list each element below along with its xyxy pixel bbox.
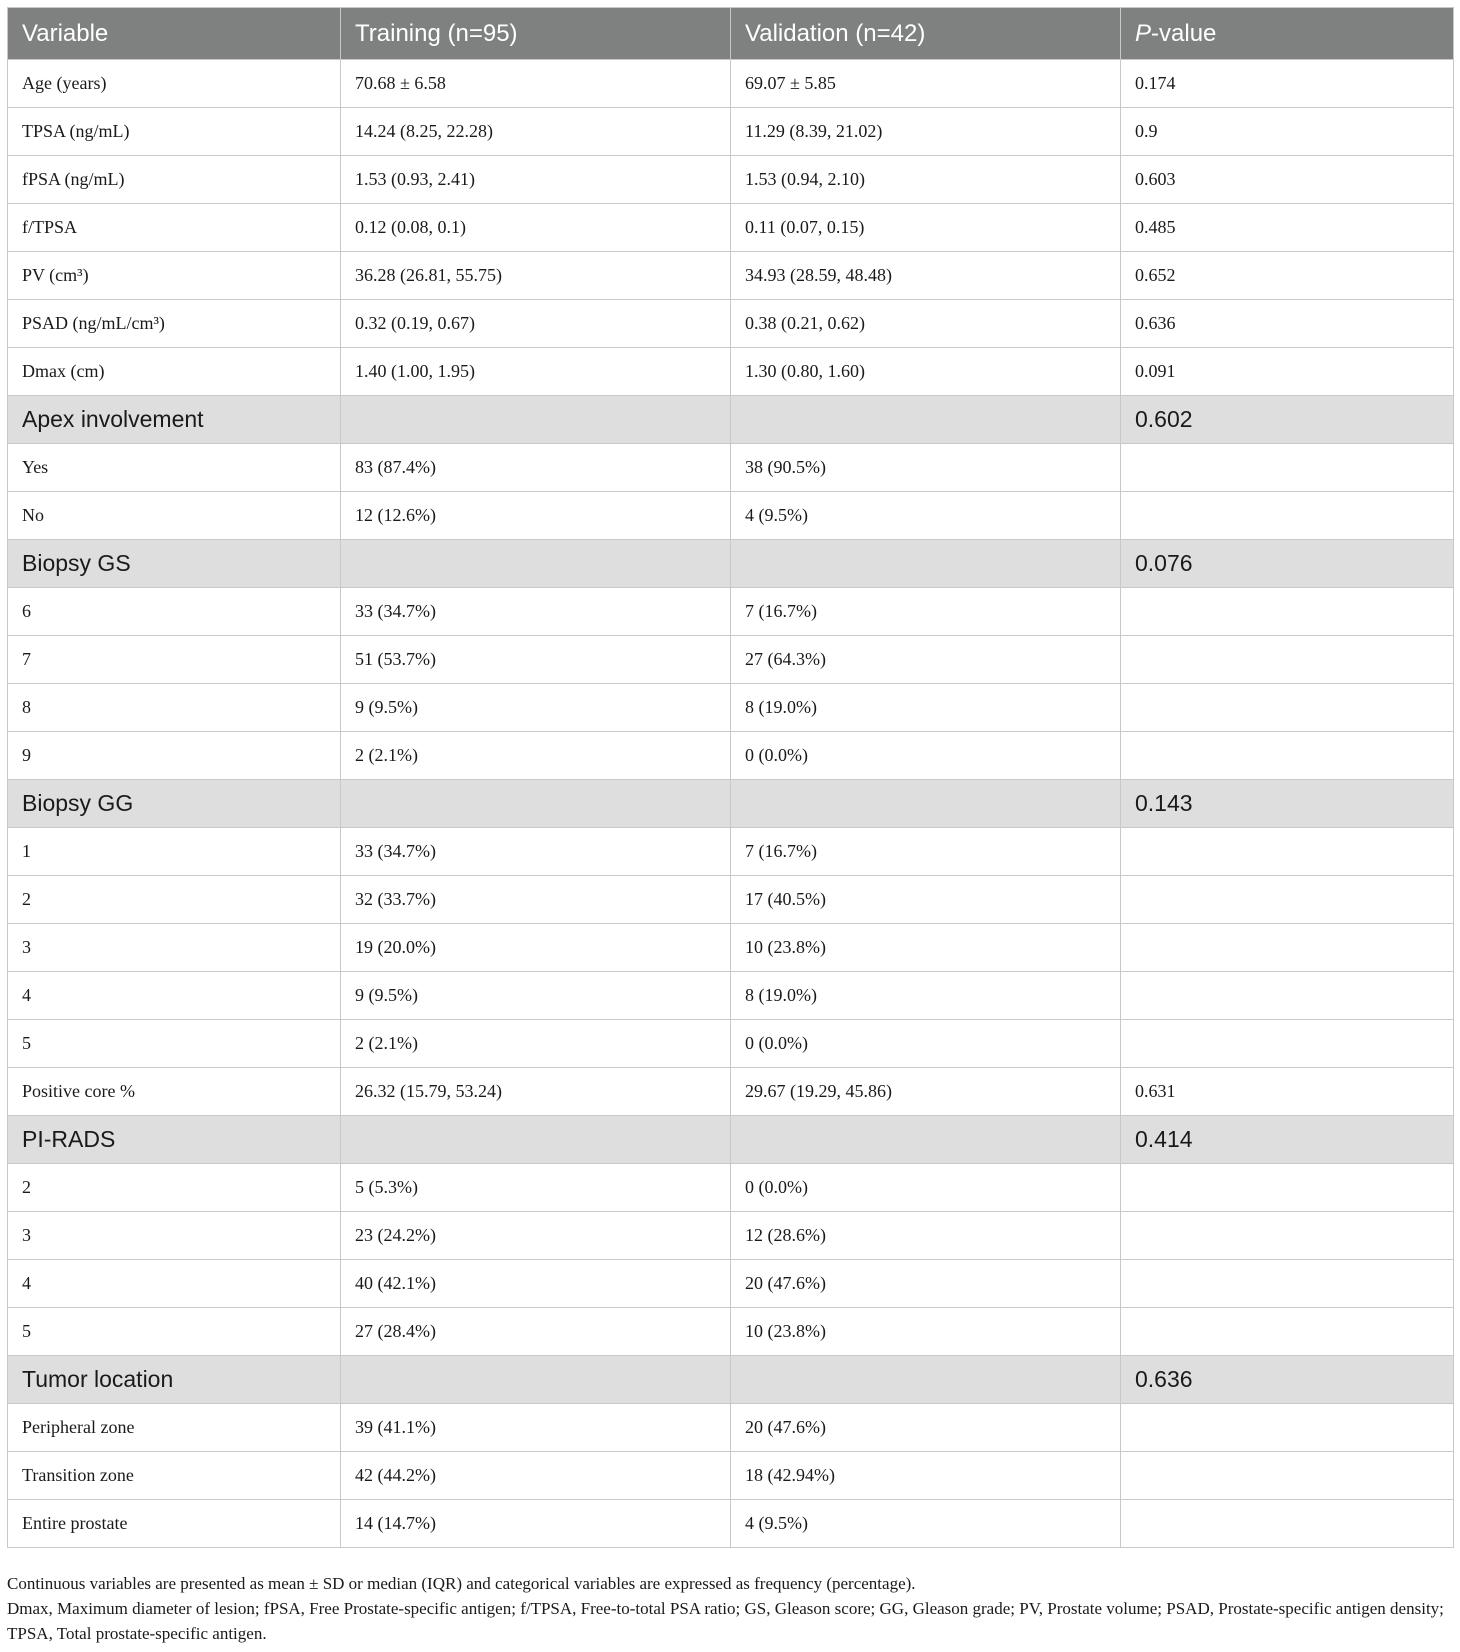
table-row [8, 156, 1454, 204]
table-row [8, 108, 1454, 156]
cell-validation: 29.67 (19.29, 45.86) [731, 1068, 1121, 1116]
cell-validation: 4 (9.5%) [731, 492, 1121, 540]
cell-training: 40 (42.1%) [341, 1260, 731, 1308]
cell-variable: 1 [8, 828, 341, 876]
cell-validation: 10 (23.8%) [731, 924, 1121, 972]
table-row [8, 492, 1454, 540]
section-row [8, 780, 1454, 828]
cell-validation: 20 (47.6%) [731, 1404, 1121, 1452]
header-p-suffix: -value [1151, 19, 1217, 47]
cell-validation: 27 (64.3%) [731, 636, 1121, 684]
cell-p-value [1121, 1308, 1454, 1356]
cell-validation: 12 (28.6%) [731, 1212, 1121, 1260]
header-row [8, 8, 1454, 60]
cell-training: 39 (41.1%) [341, 1404, 731, 1452]
section-row [8, 396, 1454, 444]
table-row [8, 60, 1454, 108]
cell-validation: 4 (9.5%) [731, 1500, 1121, 1548]
table-row [8, 828, 1454, 876]
cell-training: 36.28 (26.81, 55.75) [341, 252, 731, 300]
cell-p-value: 0.652 [1121, 252, 1454, 300]
cell-variable: TPSA (ng/mL) [8, 108, 341, 156]
cell-p-value [1121, 1404, 1454, 1452]
table-row [8, 732, 1454, 780]
cell-variable: 2 [8, 1164, 341, 1212]
cell-variable: Positive core % [8, 1068, 341, 1116]
cell-training: 5 (5.3%) [341, 1164, 731, 1212]
cell-training: 32 (33.7%) [341, 876, 731, 924]
cell-training [341, 1116, 731, 1164]
cell-training: 83 (87.4%) [341, 444, 731, 492]
cell-p-value [1121, 588, 1454, 636]
cell-variable: PI-RADS [8, 1116, 341, 1164]
table-row [8, 1020, 1454, 1068]
cell-p-value: 0.076 [1121, 540, 1454, 588]
cell-training: 12 (12.6%) [341, 492, 731, 540]
footnote: Dmax, Maximum diameter of lesion; fPSA, Free Prostate-specific antigen; f/TPSA, Free-to-total PSA ratio; GS, Gleason score; GG, Gleason grade; PV, Prostate volume; PSAD, Prostate-specific antigen density; TPSA, Total prostate-specific antigen. [7, 1599, 1444, 1643]
table-row [8, 300, 1454, 348]
cell-validation: 1.53 (0.94, 2.10) [731, 156, 1121, 204]
cell-training: 33 (34.7%) [341, 588, 731, 636]
table-row [8, 876, 1454, 924]
cell-p-value: 0.485 [1121, 204, 1454, 252]
cell-variable: 6 [8, 588, 341, 636]
cell-training [341, 780, 731, 828]
cell-p-value: 0.143 [1121, 780, 1454, 828]
cell-training: 33 (34.7%) [341, 828, 731, 876]
baseline-characteristics-table [7, 7, 1454, 1548]
cell-p-value [1121, 1260, 1454, 1308]
table-row [8, 1212, 1454, 1260]
table-row [8, 1260, 1454, 1308]
cell-validation: 18 (42.94%) [731, 1452, 1121, 1500]
cell-variable: Dmax (cm) [8, 348, 341, 396]
cell-p-value [1121, 1452, 1454, 1500]
cell-p-value [1121, 444, 1454, 492]
table-row [8, 444, 1454, 492]
cell-p-value: 0.603 [1121, 156, 1454, 204]
cell-training [341, 1356, 731, 1404]
cell-training: 0.32 (0.19, 0.67) [341, 300, 731, 348]
table-row [8, 684, 1454, 732]
cell-training: 2 (2.1%) [341, 732, 731, 780]
footnote: Continuous variables are presented as mean ± SD or median (IQR) and categorical variables are expressed as frequency (percentage). [7, 1574, 916, 1593]
cell-variable: Apex involvement [8, 396, 341, 444]
cell-p-value: 0.602 [1121, 396, 1454, 444]
cell-validation: 69.07 ± 5.85 [731, 60, 1121, 108]
cell-p-value: 0.9 [1121, 108, 1454, 156]
cell-p-value: 0.636 [1121, 300, 1454, 348]
cell-training: 23 (24.2%) [341, 1212, 731, 1260]
cell-variable: Entire prostate [8, 1500, 341, 1548]
cell-p-value [1121, 924, 1454, 972]
cell-training: 14.24 (8.25, 22.28) [341, 108, 731, 156]
cell-variable: f/TPSA [8, 204, 341, 252]
header-training: Training (n=95) [341, 8, 731, 60]
cell-variable: 9 [8, 732, 341, 780]
cell-validation: 0.11 (0.07, 0.15) [731, 204, 1121, 252]
cell-variable: 5 [8, 1020, 341, 1068]
cell-variable: 3 [8, 924, 341, 972]
cell-validation: 0 (0.0%) [731, 1020, 1121, 1068]
header-validation: Validation (n=42) [731, 8, 1121, 60]
cell-variable: 7 [8, 636, 341, 684]
cell-variable: PSAD (ng/mL/cm³) [8, 300, 341, 348]
cell-variable: Biopsy GG [8, 780, 341, 828]
cell-validation: 7 (16.7%) [731, 828, 1121, 876]
header-p-letter: P [1135, 19, 1152, 47]
cell-training: 19 (20.0%) [341, 924, 731, 972]
cell-validation: 38 (90.5%) [731, 444, 1121, 492]
cell-validation: 10 (23.8%) [731, 1308, 1121, 1356]
cell-variable: 4 [8, 972, 341, 1020]
cell-variable: PV (cm³) [8, 252, 341, 300]
table-row [8, 1404, 1454, 1452]
cell-training: 1.53 (0.93, 2.41) [341, 156, 731, 204]
table-container [7, 7, 1453, 1548]
table-row [8, 1068, 1454, 1116]
cell-p-value [1121, 1164, 1454, 1212]
cell-p-value [1121, 684, 1454, 732]
cell-variable: Peripheral zone [8, 1404, 341, 1452]
cell-variable: No [8, 492, 341, 540]
cell-p-value [1121, 1020, 1454, 1068]
cell-variable: Tumor location [8, 1356, 341, 1404]
table-row [8, 636, 1454, 684]
cell-training: 51 (53.7%) [341, 636, 731, 684]
cell-validation: 7 (16.7%) [731, 588, 1121, 636]
table-row [8, 1164, 1454, 1212]
cell-validation [731, 1356, 1121, 1404]
section-row [8, 1116, 1454, 1164]
table-row [8, 588, 1454, 636]
cell-validation: 20 (47.6%) [731, 1260, 1121, 1308]
cell-training [341, 540, 731, 588]
cell-variable: Yes [8, 444, 341, 492]
cell-validation: 0 (0.0%) [731, 732, 1121, 780]
cell-p-value: 0.091 [1121, 348, 1454, 396]
cell-p-value [1121, 1212, 1454, 1260]
section-row [8, 1356, 1454, 1404]
cell-variable: 2 [8, 876, 341, 924]
cell-p-value: 0.414 [1121, 1116, 1454, 1164]
header-p-value [1121, 8, 1454, 60]
cell-training: 1.40 (1.00, 1.95) [341, 348, 731, 396]
cell-p-value [1121, 492, 1454, 540]
cell-training: 26.32 (15.79, 53.24) [341, 1068, 731, 1116]
table-row [8, 1452, 1454, 1500]
cell-validation [731, 780, 1121, 828]
cell-validation [731, 540, 1121, 588]
cell-variable: 4 [8, 1260, 341, 1308]
cell-variable: Transition zone [8, 1452, 341, 1500]
footnotes [7, 1571, 1453, 1646]
cell-validation: 0 (0.0%) [731, 1164, 1121, 1212]
cell-training: 14 (14.7%) [341, 1500, 731, 1548]
table-row [8, 972, 1454, 1020]
cell-training: 27 (28.4%) [341, 1308, 731, 1356]
cell-validation: 17 (40.5%) [731, 876, 1121, 924]
cell-validation: 0.38 (0.21, 0.62) [731, 300, 1121, 348]
cell-variable: fPSA (ng/mL) [8, 156, 341, 204]
cell-training [341, 396, 731, 444]
header-variable: Variable [8, 8, 341, 60]
cell-p-value [1121, 1500, 1454, 1548]
table-row [8, 924, 1454, 972]
cell-training: 9 (9.5%) [341, 684, 731, 732]
cell-training: 70.68 ± 6.58 [341, 60, 731, 108]
section-row [8, 540, 1454, 588]
table-row [8, 348, 1454, 396]
cell-p-value [1121, 828, 1454, 876]
cell-p-value: 0.174 [1121, 60, 1454, 108]
cell-variable: 5 [8, 1308, 341, 1356]
cell-variable: Biopsy GS [8, 540, 341, 588]
cell-variable: 3 [8, 1212, 341, 1260]
cell-training: 2 (2.1%) [341, 1020, 731, 1068]
table-row [8, 204, 1454, 252]
cell-p-value [1121, 876, 1454, 924]
cell-validation: 8 (19.0%) [731, 972, 1121, 1020]
cell-variable: 8 [8, 684, 341, 732]
table-row [8, 1500, 1454, 1548]
table-body [8, 60, 1454, 1548]
cell-p-value: 0.631 [1121, 1068, 1454, 1116]
table-row [8, 252, 1454, 300]
cell-training: 9 (9.5%) [341, 972, 731, 1020]
table-row [8, 1308, 1454, 1356]
cell-validation [731, 396, 1121, 444]
cell-variable: Age (years) [8, 60, 341, 108]
cell-validation [731, 1116, 1121, 1164]
cell-p-value: 0.636 [1121, 1356, 1454, 1404]
cell-training: 42 (44.2%) [341, 1452, 731, 1500]
cell-validation: 1.30 (0.80, 1.60) [731, 348, 1121, 396]
cell-p-value [1121, 636, 1454, 684]
cell-p-value [1121, 972, 1454, 1020]
cell-training: 0.12 (0.08, 0.1) [341, 204, 731, 252]
cell-validation: 8 (19.0%) [731, 684, 1121, 732]
cell-p-value [1121, 732, 1454, 780]
cell-validation: 34.93 (28.59, 48.48) [731, 252, 1121, 300]
cell-validation: 11.29 (8.39, 21.02) [731, 108, 1121, 156]
